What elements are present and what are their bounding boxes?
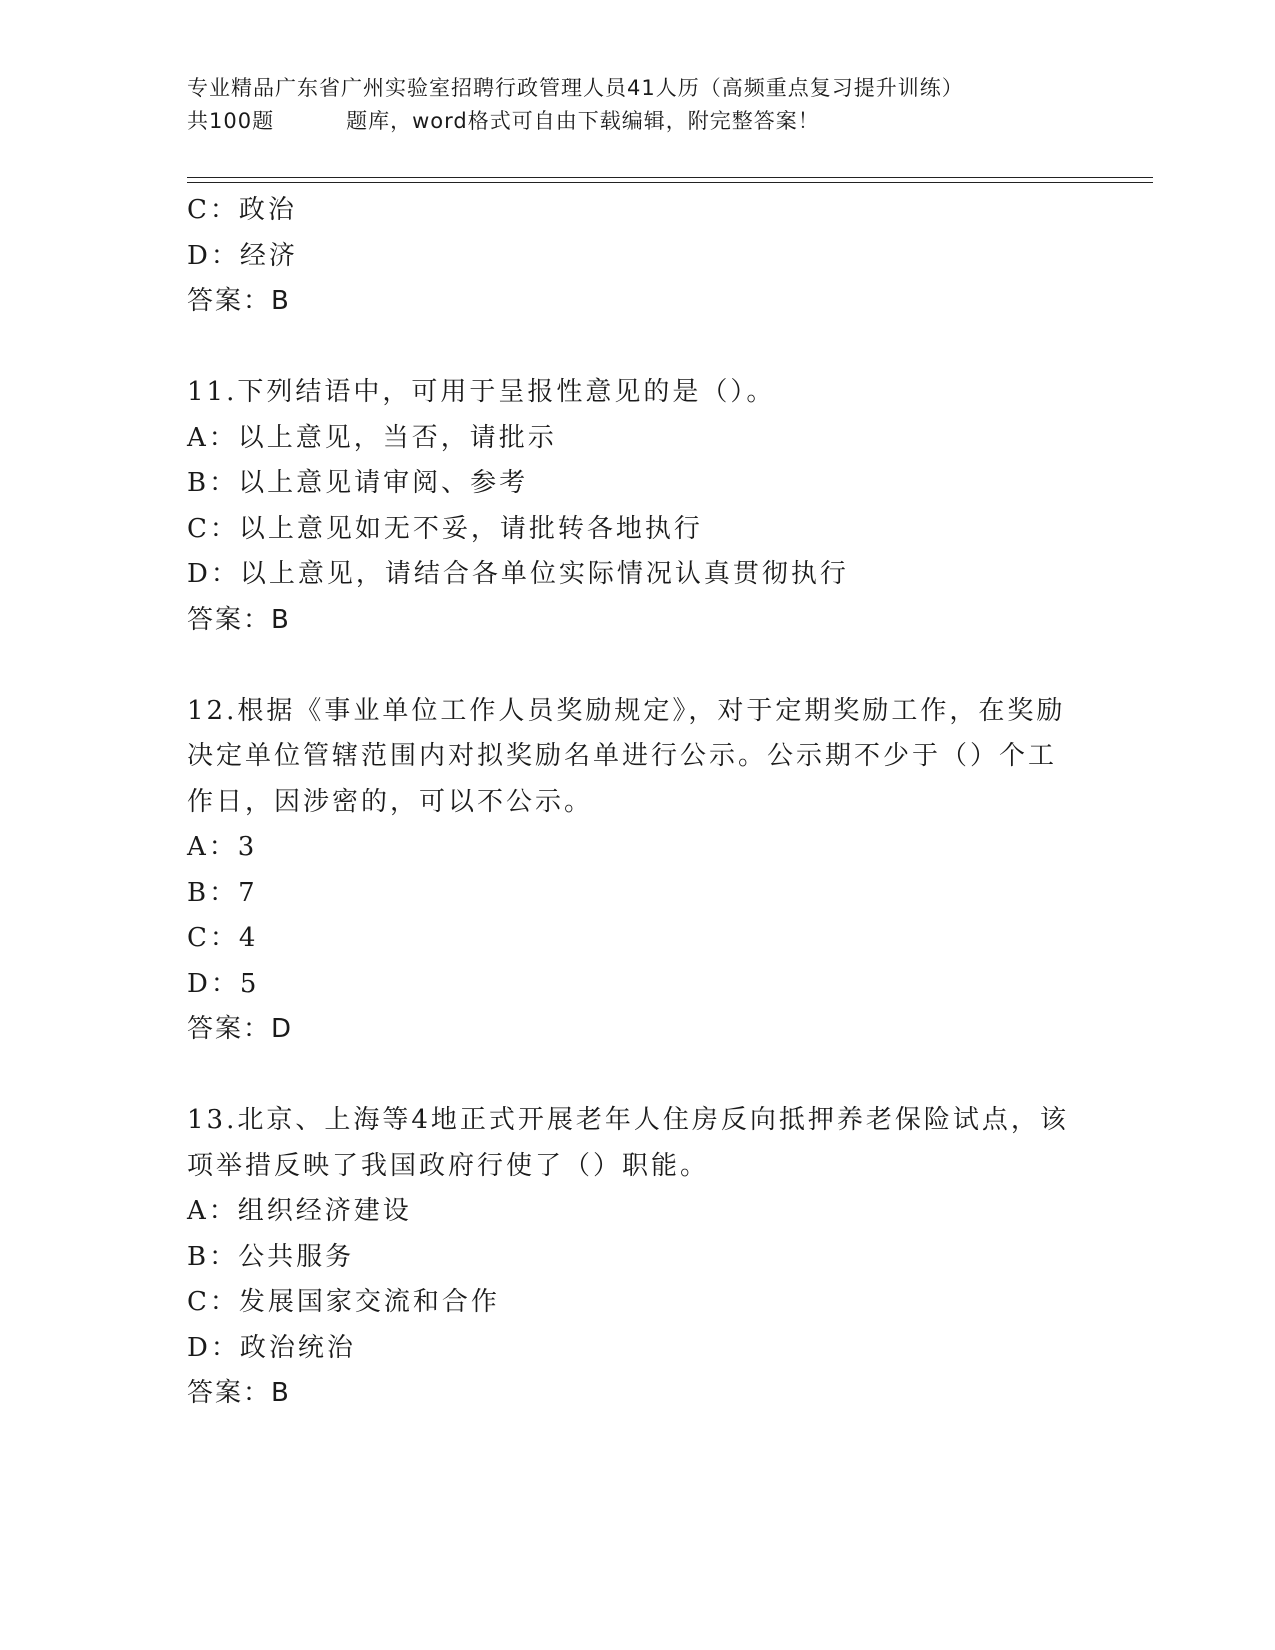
answer-line: 答案：B (187, 286, 291, 316)
header-subtitle-line (187, 105, 1147, 138)
option-d: D：经济 (187, 240, 298, 271)
header-title-line: 专业精品广东省广州实验室招聘行政管理人员41人历（高频重点复习提升训练） (187, 76, 964, 100)
page-header (187, 72, 1147, 138)
question-item (187, 1098, 1087, 1417)
header-description: 题库，word格式可自由下载编辑，附完整答案！ (346, 109, 820, 133)
option-b: B：以上意见请审阅、参考 (187, 468, 529, 498)
question-stem: 项举措反映了我国政府行使了（）职能。 (187, 1150, 710, 1181)
option-d: D：以上意见，请结合各单位实际情况认真贯彻执行 (187, 559, 849, 589)
question-item (187, 689, 1087, 1053)
answer-line: 答案：D (187, 1014, 294, 1044)
answer-line: 答案：B (187, 1378, 291, 1408)
option-c: C：发展国家交流和合作 (187, 1287, 500, 1317)
option-d: D：5 (187, 968, 260, 999)
question-stem: 决定单位管辖范围内对拟奖励名单进行公示。公示期不少于（）个工 (187, 741, 1058, 771)
option-a: A：以上意见，当否，请批示 (187, 422, 557, 453)
option-c: C：政治 (187, 195, 297, 225)
question-stem: 11.下列结语中，可用于呈报性意见的是（）。 (187, 377, 776, 407)
question-item (187, 370, 1087, 643)
option-b: B：公共服务 (187, 1241, 355, 1272)
option-a: A：组织经济建设 (187, 1196, 412, 1226)
option-c: C：4 (187, 923, 259, 953)
option-a: A：3 (187, 832, 258, 862)
option-b: B：7 (187, 877, 258, 908)
question-stem: 作日，因涉密的，可以不公示。 (187, 786, 594, 817)
question-stem: 13.北京、上海等4地正式开展老年人住房反向抵押养老保险试点，该 (187, 1105, 1069, 1135)
option-c: C：以上意见如无不妥，请批转各地执行 (187, 513, 703, 544)
question-stem: 12.根据《事业单位工作人员奖励规定》，对于定期奖励工作，在奖励 (187, 695, 1066, 726)
header-divider-top (187, 177, 1153, 178)
answer-line: 答案：B (187, 604, 291, 635)
header-divider-bottom (187, 182, 1153, 183)
header-question-count: 共100题 (187, 109, 275, 133)
question-fragment (187, 188, 1087, 325)
option-d: D：政治统治 (187, 1332, 356, 1363)
question-list (187, 188, 1087, 1417)
